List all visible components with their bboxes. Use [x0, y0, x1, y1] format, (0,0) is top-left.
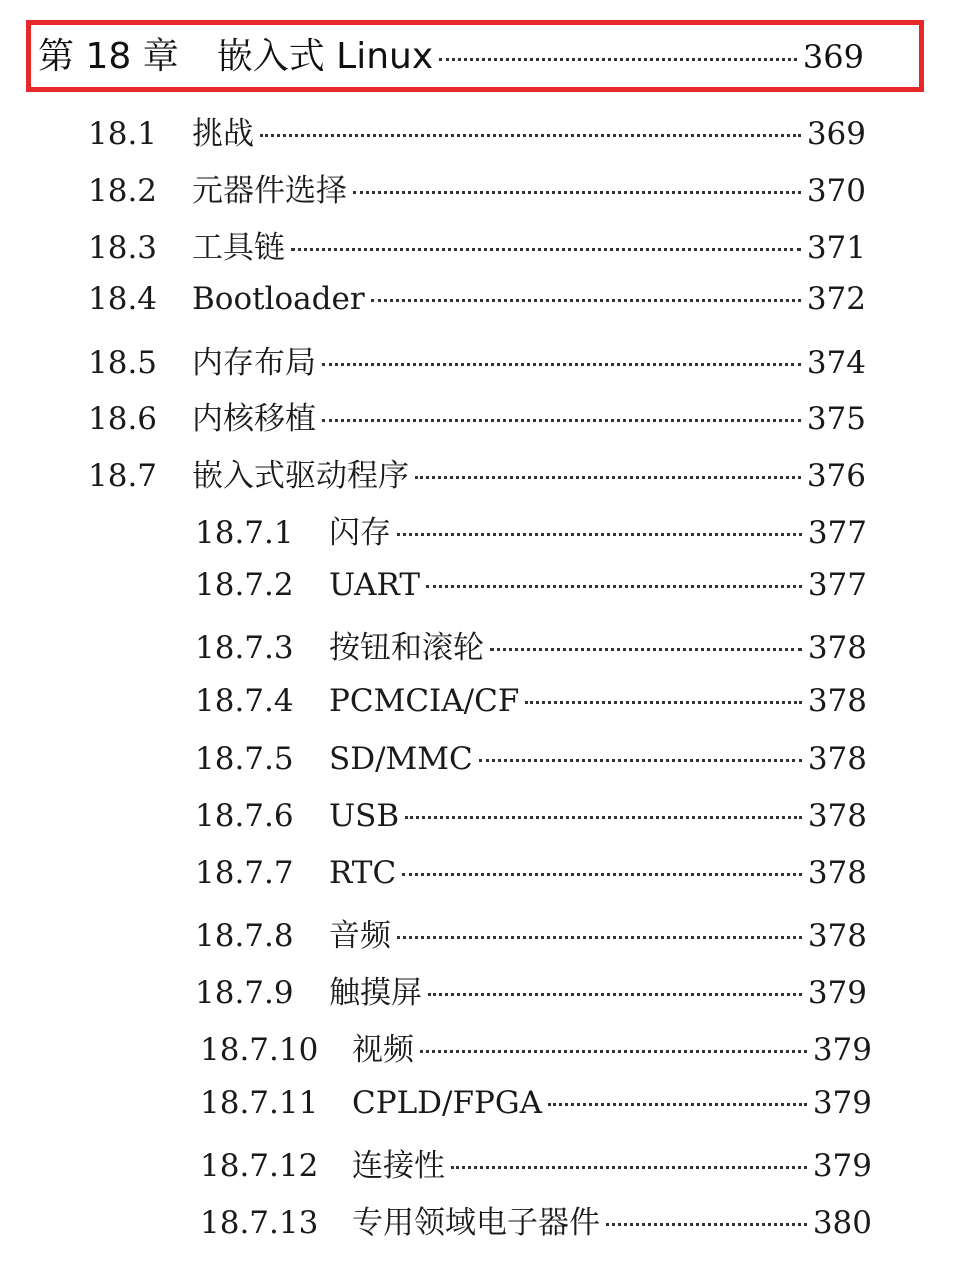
dot-leader — [322, 363, 801, 366]
toc-subsection-entry[interactable] — [200, 1197, 872, 1241]
subsection-page: 379 — [807, 975, 867, 1011]
toc-subsection-entry[interactable] — [200, 1085, 872, 1129]
subsection-title: 专用领域电子器件 — [352, 1205, 600, 1241]
toc-subsection-entry[interactable] — [195, 683, 867, 727]
section-title: 内存布局 — [192, 345, 316, 381]
dot-leader — [428, 993, 802, 996]
section-number: 18.6 — [88, 401, 158, 437]
subsection-number: 18.7.12 — [200, 1148, 319, 1184]
toc-subsection-entry[interactable] — [200, 1024, 872, 1068]
section-page: 372 — [806, 281, 866, 317]
subsection-number: 18.7.8 — [195, 918, 294, 954]
chapter-page: 369 — [802, 38, 864, 76]
dot-leader — [525, 701, 801, 704]
toc-section-entry[interactable] — [88, 450, 866, 494]
toc-section-entry[interactable] — [88, 337, 866, 381]
subsection-title: USB — [329, 798, 400, 834]
section-page: 369 — [806, 116, 866, 152]
subsection-number: 18.7.4 — [195, 683, 294, 719]
section-page: 370 — [806, 173, 866, 209]
subsection-number: 18.7.5 — [195, 741, 294, 777]
toc-chapter-entry[interactable] — [38, 28, 864, 77]
subsection-page: 378 — [807, 741, 867, 777]
subsection-page: 377 — [807, 567, 867, 603]
subsection-title: 按钮和滚轮 — [329, 630, 484, 666]
toc-subsection-entry[interactable] — [195, 567, 867, 611]
toc-subsection-entry[interactable] — [195, 741, 867, 785]
subsection-page: 378 — [807, 630, 867, 666]
subsection-title: CPLD/FPGA — [352, 1085, 542, 1121]
dot-leader — [397, 936, 802, 939]
section-title: 元器件选择 — [192, 173, 347, 209]
section-title: 挑战 — [192, 116, 254, 152]
subsection-title: 连接性 — [352, 1148, 445, 1184]
dot-leader — [415, 476, 801, 479]
dot-leader — [548, 1103, 807, 1106]
section-number: 18.3 — [88, 230, 158, 266]
toc-section-entry[interactable] — [88, 281, 866, 325]
subsection-title: RTC — [329, 855, 397, 891]
toc-subsection-entry[interactable] — [195, 855, 867, 899]
section-number: 18.2 — [88, 173, 158, 209]
subsection-number: 18.7.13 — [200, 1205, 319, 1241]
section-number: 18.7 — [88, 458, 158, 494]
subsection-number: 18.7.6 — [195, 798, 294, 834]
chapter-title: 嵌入式 Linux — [216, 36, 434, 77]
toc-subsection-entry[interactable] — [195, 622, 867, 666]
section-title: 内核移植 — [192, 401, 316, 437]
dot-leader — [291, 248, 801, 251]
subsection-page: 380 — [812, 1205, 872, 1241]
subsection-number: 18.7.11 — [200, 1085, 319, 1121]
subsection-title: UART — [329, 567, 421, 603]
section-page: 376 — [806, 458, 866, 494]
subsection-title: SD/MMC — [329, 741, 473, 777]
toc-subsection-entry[interactable] — [195, 798, 867, 842]
subsection-title: 触摸屏 — [329, 975, 422, 1011]
toc-subsection-entry[interactable] — [195, 967, 867, 1011]
section-number: 18.5 — [88, 345, 158, 381]
subsection-title: PCMCIA/CF — [329, 683, 520, 719]
subsection-number: 18.7.10 — [200, 1032, 319, 1068]
dot-leader — [420, 1050, 807, 1053]
toc-section-entry[interactable] — [88, 222, 866, 266]
dot-leader — [402, 873, 802, 876]
subsection-page: 377 — [807, 515, 867, 551]
dot-leader — [353, 191, 801, 194]
section-title: Bootloader — [192, 281, 365, 317]
subsection-page: 379 — [812, 1148, 872, 1184]
subsection-page: 379 — [812, 1032, 872, 1068]
subsection-page: 378 — [807, 798, 867, 834]
section-title: 工具链 — [192, 230, 285, 266]
dot-leader — [371, 299, 801, 302]
toc-section-entry[interactable] — [88, 393, 866, 437]
subsection-title: 视频 — [352, 1032, 414, 1068]
section-page: 375 — [806, 401, 866, 437]
subsection-page: 379 — [812, 1085, 872, 1121]
subsection-number: 18.7.7 — [195, 855, 294, 891]
subsection-title: 闪存 — [329, 515, 391, 551]
toc-section-entry[interactable] — [88, 165, 866, 209]
subsection-number: 18.7.1 — [195, 515, 294, 551]
toc-subsection-entry[interactable] — [200, 1140, 872, 1184]
subsection-number: 18.7.2 — [195, 567, 294, 603]
section-number: 18.1 — [88, 116, 158, 152]
dot-leader — [606, 1223, 807, 1226]
section-number: 18.4 — [88, 281, 158, 317]
subsection-page: 378 — [807, 918, 867, 954]
dot-leader — [479, 759, 802, 762]
section-page: 371 — [806, 230, 866, 266]
subsection-number: 18.7.3 — [195, 630, 294, 666]
dot-leader — [397, 533, 802, 536]
chapter-number: 第 18 章 — [38, 36, 179, 77]
dot-leader — [405, 816, 802, 819]
subsection-page: 378 — [807, 855, 867, 891]
dot-leader — [260, 134, 801, 137]
toc-section-entry[interactable] — [88, 108, 866, 152]
dot-leader — [451, 1166, 807, 1169]
dot-leader — [490, 648, 802, 651]
subsection-title: 音频 — [329, 918, 391, 954]
section-title: 嵌入式驱动程序 — [192, 458, 409, 494]
dot-leader — [426, 585, 802, 588]
dot-leader — [439, 58, 797, 61]
dot-leader — [322, 419, 801, 422]
toc-subsection-entry[interactable] — [195, 910, 867, 954]
section-page: 374 — [806, 345, 866, 381]
subsection-page: 378 — [807, 683, 867, 719]
toc-subsection-entry[interactable] — [195, 507, 867, 551]
subsection-number: 18.7.9 — [195, 975, 294, 1011]
